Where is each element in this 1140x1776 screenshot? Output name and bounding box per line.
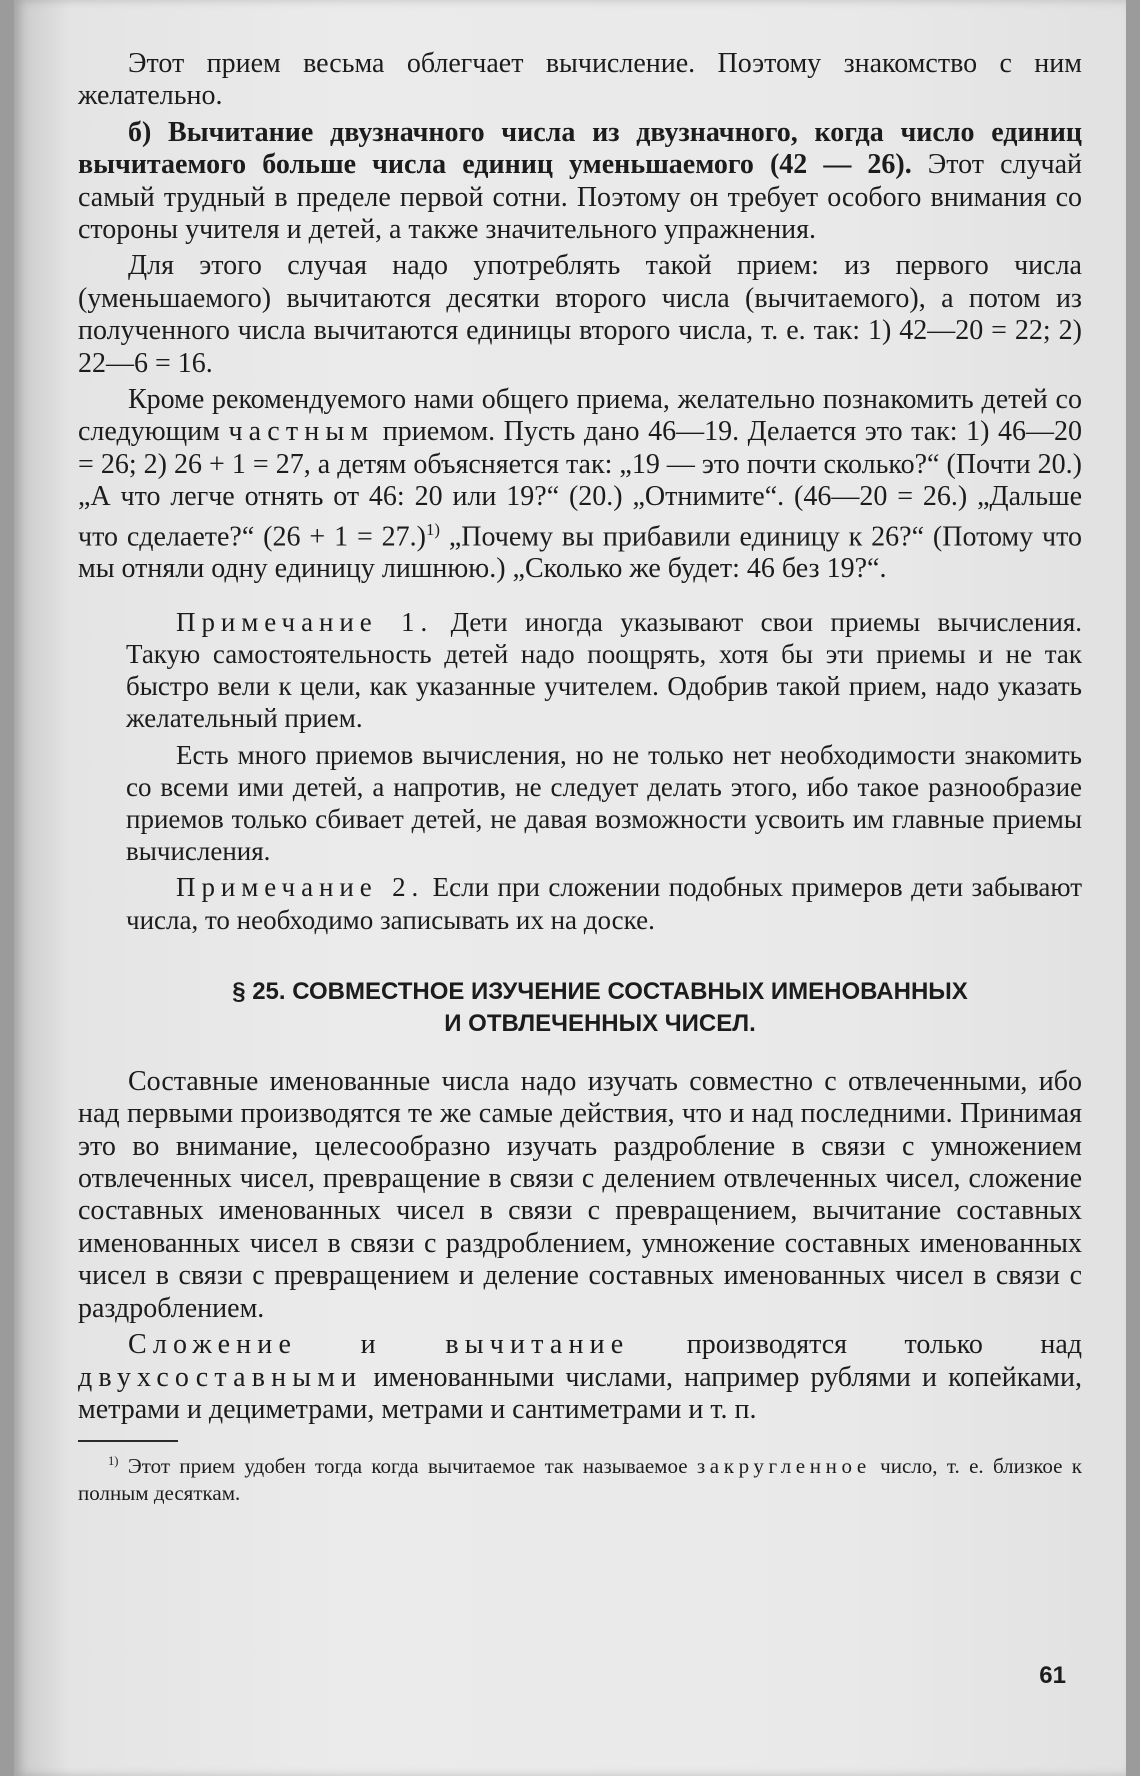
page-content (78, 48, 1082, 1507)
notes-block (126, 606, 1082, 936)
paragraph-4 (78, 384, 1082, 586)
paragraph-4-middle: приемом. Пусть дано 46—19. Делается это так: 1) 46—20 = 26; 2) 26 + 1 = 27, а детям объясняется так: „19 — это почти сколько?“ (Почти 20.) „А что легче отнять от 46: 20 или 19?“ (20.) „Отнимите“. (46—20 = 26.) „Дальше что сделаете?“ (26 + 1 = 27.) (78, 416, 1082, 553)
paragraph-6-end: именованными числами, например рублями и копейками, метрами и дециметрами, метрами и сантиметрами и т. п. (78, 1361, 1082, 1425)
spaced-term: закругленное (696, 1454, 871, 1479)
section-heading (78, 976, 1082, 1040)
paragraph-2 (78, 117, 1082, 247)
paragraph-4-end: „Почему вы прибавили единицу к 26?“ (Потому что мы отняли одну единицу лишнюю.) „Сколько же будет: 46 без 19?“. (78, 521, 1082, 585)
note-2 (126, 871, 1082, 935)
note-1 (126, 606, 1082, 735)
footnote-divider (78, 1440, 178, 1442)
note-1-continuation: Есть много приемов вычисления, но не только нет необходимости знакомить со всеми ими детей, а напротив, не следует делать этого, ибо такое разнообразие приемов только сбивает детей, не давая возможности усвоить им главные приемы вычисления. (126, 739, 1082, 867)
page-number: 61 (1039, 1662, 1066, 1689)
paragraph-3: Для этого случая надо употреблять такой прием: из первого числа (уменьшаемого) вычитаются десятки второго числа (вычитаемого), а потом из полученного числа вычитаются единицы второго числа, т. е. так: 1) 42—20 = 22; 2) 22—6 = 16. (78, 250, 1082, 379)
paragraph-6 (78, 1329, 1082, 1426)
book-page (14, 0, 1126, 1776)
spaced-term: Сложение и вычитание (128, 1329, 630, 1361)
paragraph-1: Этот прием весьма облегчает вычисление. Поэтому знакомство с ним желательно. (78, 48, 1082, 112)
note-1-label: Примечание 1. (176, 606, 434, 637)
subsection-title: б) Вычитание двузначного числа из двузначного, когда число единиц вычитаемого больше числа единиц уменьшаемого (42 — 26). (78, 116, 1082, 181)
footnote-mark: 1) (108, 1454, 119, 1469)
spaced-term: частным (228, 416, 375, 448)
section-heading-line-1: § 25. СОВМЕСТНОЕ ИЗУЧЕНИЕ СОСТАВНЫХ ИМЕНОВАННЫХ (232, 977, 968, 1005)
note-2-label: Примечание 2. (176, 872, 425, 903)
footnote-reference: 1) (426, 519, 440, 539)
section-heading-line-2: И ОТВЛЕЧЕННЫХ ЧИСЕЛ. (444, 1009, 756, 1037)
footnote-end: число, т. е. близкое к полным десяткам. (78, 1454, 1082, 1506)
paragraph-2-text: Этот случай самый трудный в пределе первой сотни. Поэтому он требует особого внимания со стороны учителя и детей, а также значительного упражнения. (78, 149, 1082, 246)
spaced-term: двухсоставными (78, 1361, 363, 1393)
note-1-text: Дети иногда указывают свои приемы вычисления. Такую самостоятельность детей надо поощрять, хотя бы эти приемы и не так быстро вели к цели, как указанные учителем. Одобрив такой прием, надо указать желательный прием. (126, 606, 1082, 734)
note-2-text: Если при сложении подобных примеров дети забывают числа, то необходимо записывать их на доске. (126, 872, 1083, 935)
paragraph-5: Составные именованные числа надо изучать совместно с отвлеченными, ибо над первыми производятся те же самые действия, что и над последними. Принимая это во внимание, целесообразно изучать раздробление в связи с умножением отвлеченных чисел, превращение в связи с делением отвлеченных чисел, сложение составных именованных чисел в связи с превращением, вычитание составных именованных чисел в связи с раздроблением, умножение составных именованных чисел в связи с превращением и деление составных именованных чисел в связи с раздроблением. (78, 1065, 1082, 1324)
paragraph-4-start: Кроме рекомендуемого нами общего приема, желательно познакомить детей со следующим (78, 384, 1082, 448)
paragraph-6-middle: производятся только над (629, 1329, 1082, 1361)
footnote (78, 1448, 1082, 1507)
footnote-start: Этот прием удобен тогда когда вычитаемое так называемое (118, 1454, 697, 1479)
